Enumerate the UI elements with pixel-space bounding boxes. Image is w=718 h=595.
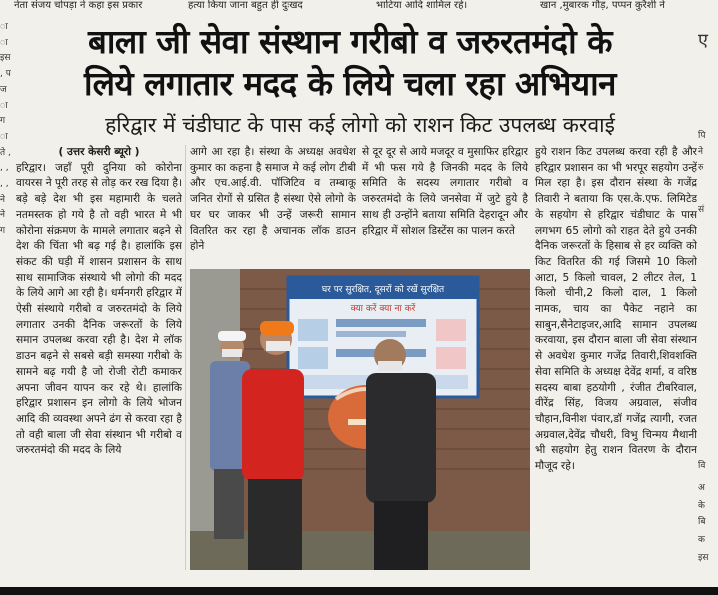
right-snip-1: पि — [698, 131, 706, 141]
right-snip-8: बि — [698, 517, 706, 527]
headline-line-1: बाला जी सेवा संस्थान गरीबो व जरुरतमंदो के — [88, 22, 612, 61]
right-snip-9: क — [698, 535, 705, 545]
article-column-2 — [190, 145, 356, 269]
top-strip-left: नेता संजय चोपड़ा ने कहा इस प्रकार — [14, 0, 143, 11]
column-4-text: हुये राशन किट उपलब्ध करवा रही है और हरिद्वार प्रशासन का भी भरपूर सहयोग उन्हें मिल रहा है। इस दौरान संस्था के गजेंद्र तिवारी ने बताया कि एस.के.एफ. लिमिटेड के सहयोग से हरिद्वार चंडीघाट के पास लगभग 65 लोगो को राहत देते हुये उनकी दैनिक जरूरतों के हिसाब से हर व्यक्ति को किट वितरित की गई जिसमे 10 किलो आटा, 5 किलो चावल, 2 लीटर तेल, 1 किलो चीनी,2 किलो दाल, 1 किलो नामक, चाय का पैकेट नहाने का साबुन,सैनेटाइजर,आदि सामान उपलब्ध करवाया, इस दौरान बाला जी सेवा संस्थान से अवधेश कुमार गजेंद्र तिवारी,शिवशक्ति सेवा समिति के अध्यक्ष देवेंद्र शर्मा, व वरिष्ठ सदस्य बाबा हठयोगी , रंजीत टीबरिवाल, वीरेंद्र सिंह, विजय अग्रवाल, संजीव चौहान,विनीश पंवार,डॉ गजेंद्र त्यागी, रजत अग्रवाल,देवेंद्र चौधरी, विभु चिन्मय मैथानी भी सहयोग हेतु राशन वितरण के दौरान मौजूद रहे। — [535, 146, 697, 473]
article-column-1 — [16, 145, 182, 575]
top-strip — [0, 0, 718, 16]
column-1-text: हरिद्वार। जहाँ पूरी दुनिया को कोरोना वायरस ने पूरी तरह से तोड़ कर रख दिया है। बड़े बड़े देश भी इस महामारी के चलते नतमस्तक हो गये है तो वही भारत मे भी कोरोना संक्रमण के मामले लगातार बढ़ने से देश की चिंता भी बढ़ गई है। हालांकि इस संकट की घड़ी में शासन प्रशासन के साथ साथ सामाजिक संस्थाये भी लोगो की मदद के लिये आगे आ रही है। धर्मनगरी हरिद्वार में ऐसी संस्थाये गरीबो व जरुरतमंदो के लिये लगातार उनकी दैनिक जरूरतों के लिये समान उपलब्ध करवा रही है। देश मे लॉक डाउन बढ़ने से सबसे बड़ी समस्या गरीबो के सामने बढ़ गयी है जो रोजी रोटी कमाकर अपना जीवन यापन कर रहे थे। हालांकि हरिद्वार प्रशासन इन लोगो के लिये भोजन आदि की व्यवस्था अपने ढंग से करवा रहा है तो वही बाला जी सेवा संस्थान भी गरीबो व जरुरतमंदो की मदद के लिये — [16, 161, 182, 457]
headline-line-2: लिये लगातार मदद के लिये चला रहा अभियान — [84, 64, 616, 103]
right-edge-fragments — [698, 20, 718, 580]
right-edge-top: ए — [698, 30, 708, 51]
byline: ( उत्तर केसरी ब्यूरो ) — [58, 146, 140, 158]
article-column-4 — [535, 145, 697, 575]
person-receiving — [366, 339, 436, 570]
top-strip-middle: हत्या किया जाना बहुत ही दुःखद — [188, 0, 303, 11]
article-column-3 — [362, 145, 528, 269]
right-snip-4: सं — [698, 205, 705, 215]
news-photo — [190, 269, 530, 570]
subheadline: हरिद्वार में चंडीघाट के पास कई लोगो को राशन किट उपलब्ध करवाई — [105, 113, 615, 137]
poster-line-1: घर पर सुरक्षित, दूसरों को रखें सुरक्षित — [321, 285, 445, 295]
right-snip-10: इस — [698, 553, 709, 563]
right-snip-5: वि — [698, 461, 706, 471]
column-2-text: आगे आ रहा है। संस्था के अध्यक्ष अवधेश कुमार का कहना है समाज मे कई लोग टीबी और एच.आई.वी. पॉजिटिव व तम्बाकू जनित रोगों से ग्रसित है संस्था ऐसे लोगो के घर घर जाकर भी उन्हें जरूरी सामान वितरित कर रहा है अचानक लॉक डाउन होने — [190, 146, 356, 253]
top-strip-right: खान ,मुबारक गौड़, पप्पन कुरैशी ने — [540, 0, 665, 11]
right-snip-6: अ — [698, 483, 705, 493]
right-snip-3: रु — [698, 163, 704, 173]
right-snip-7: के — [698, 501, 705, 511]
column-3-text: से दूर दूर से आये मजदूर व मुसाफिर हरिद्वार में भी फस गये है जिनकी मदद के लिये समिति के सदस्य लगातार गरीबो व जरुरतमंदो के लिये जनसेवा में जुटे हुये है साथ ही उन्होंने बताया समिति देहरादून और हरिद्वार में सोशल डिस्टेंस का पालन करते — [362, 146, 528, 237]
photo-illustration — [190, 269, 530, 570]
right-snip-2: ने — [698, 147, 703, 157]
column-divider — [185, 145, 186, 570]
bottom-black-bar — [0, 587, 718, 595]
top-strip-middle2: भाटिया आदि शामिल रहे। — [376, 0, 468, 11]
poster-line-2: क्या करें क्या ना करें — [350, 304, 416, 314]
left-edge-fragments: ा ा इस , प ज ा ग ा ते , , , , , ने ने ग — [0, 22, 11, 237]
